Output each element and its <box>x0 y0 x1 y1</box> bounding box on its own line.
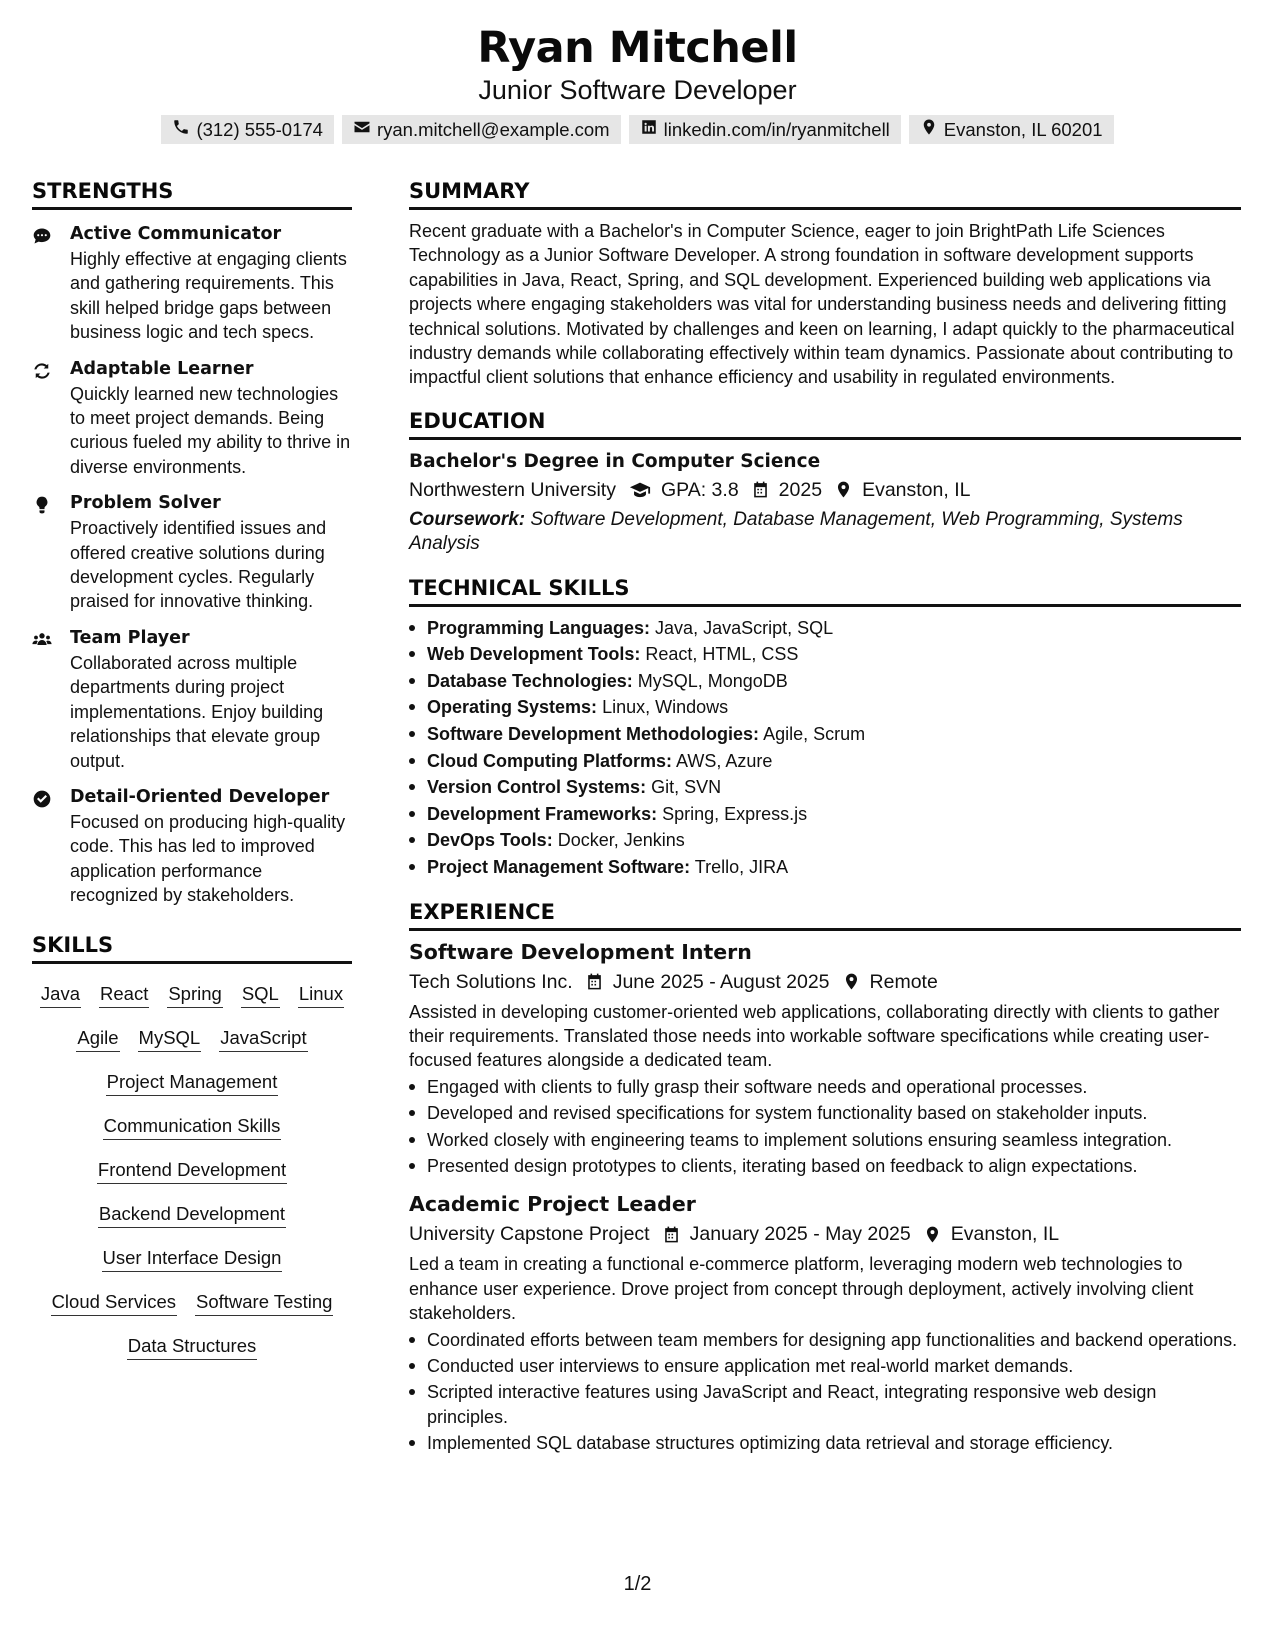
left-column <box>32 176 352 1360</box>
skill-row <box>32 1289 352 1316</box>
technical-skill-item <box>409 827 1241 854</box>
strength-desc: Highly effective at engaging clients and gathering requirements. This skill helped bridge gaps between business logic and tech specs. <box>70 249 347 343</box>
contact-linkedin <box>629 115 901 144</box>
phone-icon <box>172 118 190 141</box>
technical-skill-item <box>409 721 1241 748</box>
coursework-label: Coursework: <box>409 508 526 530</box>
technical-skill-item <box>409 641 1241 668</box>
technical-skill-value: Git, SVN <box>651 777 722 798</box>
technical-skill-label: Development Frameworks: <box>427 803 658 824</box>
skill-tag: Software Testing <box>195 1289 333 1316</box>
envelope-icon <box>353 118 371 141</box>
skill-tag: Cloud Services <box>51 1289 177 1316</box>
technical-skill-value: AWS, Azure <box>676 750 773 771</box>
technical-skill-value: Java, JavaScript, SQL <box>655 617 834 638</box>
map-marker-icon <box>920 118 938 141</box>
job-org: Tech Solutions Inc. <box>409 970 573 993</box>
technical-skill-item <box>409 694 1241 721</box>
calendar-icon <box>662 1225 681 1244</box>
contact-email <box>342 115 621 144</box>
email-text: ryan.mitchell@example.com <box>376 118 610 140</box>
sync-icon <box>32 357 70 480</box>
technical-skill-value: Spring, Express.js <box>662 803 808 824</box>
technical-skill-item <box>409 774 1241 801</box>
phone-text: (312) 555-0174 <box>196 118 323 140</box>
strength-item <box>32 626 352 773</box>
experience-item <box>409 937 1241 1179</box>
job-bullet: Coordinated efforts between team members for designing app functionalities and backend operations. <box>409 1328 1241 1352</box>
job-bullets <box>409 1328 1241 1456</box>
skill-tag: User Interface Design <box>102 1245 283 1272</box>
technical-skill-label: Programming Languages: <box>427 617 651 638</box>
technical-skill-label: Cloud Computing Platforms: <box>427 750 672 771</box>
summary-heading: SUMMARY <box>409 176 1241 210</box>
strength-name: Detail-Oriented Developer <box>70 786 330 807</box>
skills-cloud <box>32 981 352 1360</box>
job-dates: January 2025 - May 2025 <box>689 1223 911 1246</box>
skill-row <box>32 1333 352 1360</box>
strength-item <box>32 357 352 480</box>
technical-skill-item <box>409 748 1241 775</box>
summary-text: Recent graduate with a Bachelor's in Computer Science, eager to join BrightPath Life Sciences Technology as a Junior Software Developer. A strong foundation in software development supports capabilities in Java, React, Spring, and SQL development. Experienced building web applications via projects where engaging stakeholders was vital for understanding business needs and delivering fitting technical solutions. Motivated by challenges and keen on learning, I adapt quickly to the pharmaceutical industry demands while collaborating effectively within team dynamics. Passionate about contributing to impactful client solutions that enhance efficiency and usability in regulated environments. <box>409 221 1235 388</box>
candidate-title: Junior Software Developer <box>478 75 797 105</box>
education-school: Northwestern University <box>409 478 616 501</box>
education-heading: EDUCATION <box>409 406 1241 440</box>
technical-skill-label: Operating Systems: <box>427 697 598 718</box>
skill-row <box>32 1113 352 1140</box>
education-gpa: GPA: 3.8 <box>660 478 739 501</box>
job-location: Remote <box>869 970 938 993</box>
strength-item <box>32 491 352 614</box>
education-location: Evanston, IL <box>862 478 971 501</box>
linkedin-text: linkedin.com/in/ryanmitchell <box>663 118 890 140</box>
job-title: Software Development Intern <box>409 939 752 964</box>
technical-skill-label: Project Management Software: <box>427 857 691 877</box>
technical-skill-label: Database Technologies: <box>427 670 633 691</box>
right-column <box>409 176 1241 1456</box>
map-marker-icon <box>842 972 861 991</box>
technical-skill-value: MySQL, MongoDB <box>637 670 788 691</box>
skill-row <box>32 1201 352 1228</box>
skill-tag: Project Management <box>106 1069 279 1096</box>
job-meta <box>409 967 1241 997</box>
job-bullet: Scripted interactive features using JavaScript and React, integrating responsive web design principles. <box>409 1380 1241 1429</box>
map-marker-icon <box>923 1225 942 1244</box>
skill-tag: Data Structures <box>127 1333 258 1360</box>
skill-tag: JavaScript <box>219 1025 307 1052</box>
map-marker-icon <box>834 480 853 499</box>
lightbulb-icon <box>32 491 70 614</box>
job-org: University Capstone Project <box>409 1223 650 1246</box>
technical-skill-value: Trello, JIRA <box>694 857 789 877</box>
job-bullet: Implemented SQL database structures optimizing data retrieval and storage efficiency. <box>409 1431 1241 1455</box>
technical-skill-value: Docker, Jenkins <box>557 830 685 851</box>
skill-tag: Communication Skills <box>103 1113 282 1140</box>
users-icon <box>32 626 70 773</box>
contact-location <box>909 115 1114 144</box>
job-bullet: Developed and revised specifications for system functionality based on stakeholder inputs. <box>409 1101 1241 1125</box>
skill-tag: MySQL <box>138 1025 202 1052</box>
education-degree: Bachelor's Degree in Computer Science <box>409 450 821 472</box>
job-meta <box>409 1219 1241 1249</box>
skill-row <box>32 1245 352 1272</box>
job-bullets <box>409 1075 1241 1179</box>
skill-tag: Java <box>40 981 81 1008</box>
strength-desc: Proactively identified issues and offered creative solutions during development cycles. Regularly praised for innovative thinking. <box>70 518 327 612</box>
technical-skill-item <box>409 615 1241 642</box>
skill-tag: Linux <box>298 981 344 1008</box>
contact-bar <box>0 115 1275 144</box>
skill-tag: Spring <box>167 981 222 1008</box>
strength-desc: Collaborated across multiple departments during project implementations. Enjoy building relationships that elevate group output. <box>70 652 324 771</box>
skill-tag: Backend Development <box>98 1201 286 1228</box>
skill-row <box>32 1025 352 1052</box>
technical-skill-label: Software Development Methodologies: <box>427 724 760 745</box>
skill-tag: Agile <box>76 1025 119 1052</box>
technical-skill-label: Web Development Tools: <box>427 644 641 665</box>
comment-dots-icon <box>32 222 70 345</box>
strength-desc: Focused on producing high-quality code. This has led to improved application performance recognized by stakeholders. <box>70 811 346 906</box>
technical-skill-label: DevOps Tools: <box>427 830 553 851</box>
technical-skill-item <box>409 854 1241 881</box>
strength-item <box>32 222 352 345</box>
strengths-heading: STRENGTHS <box>32 176 352 210</box>
technical-skills-list <box>409 615 1241 881</box>
education-coursework <box>409 508 1241 557</box>
strength-desc: Quickly learned new technologies to meet project demands. Being curious fueled my ability to thrive in diverse environments. <box>70 383 351 477</box>
strength-name: Adaptable Learner <box>70 358 254 379</box>
job-bullet: Conducted user interviews to ensure application met real-world market demands. <box>409 1354 1241 1378</box>
skill-tag: Frontend Development <box>97 1157 287 1184</box>
location-text: Evanston, IL 60201 <box>943 118 1103 140</box>
resume-header <box>0 22 1275 144</box>
candidate-name: Ryan Mitchell <box>477 23 798 73</box>
page-number: 1/2 <box>623 1573 652 1595</box>
job-title: Academic Project Leader <box>409 1192 696 1217</box>
contact-phone <box>161 115 334 144</box>
job-location: Evanston, IL <box>950 1223 1060 1246</box>
job-bullet: Worked closely with engineering teams to implement solutions ensuring seamless integration. <box>409 1128 1241 1152</box>
technical-skills-heading: TECHNICAL SKILLS <box>409 573 1241 607</box>
strength-item <box>32 785 352 908</box>
strength-name: Problem Solver <box>70 493 221 514</box>
technical-skill-value: Linux, Windows <box>602 697 729 718</box>
skills-heading: SKILLS <box>32 930 352 964</box>
technical-skill-label: Version Control Systems: <box>427 777 647 798</box>
job-description: Led a team in creating a functional e-commerce platform, leveraging modern web technologies to enhance user experience. Drove project from concept through deployment, actively involving client stakeholders. <box>409 1254 1194 1324</box>
education-year: 2025 <box>778 478 823 501</box>
job-bullet: Presented design prototypes to clients, iterating based on feedback to align expectations. <box>409 1154 1241 1178</box>
job-description: Assisted in developing customer-oriented web applications, collaborating directly with clients to gather their requirements. Translated those needs into workable software specifications while creating user-focused features alongside a dedicated team. <box>409 1001 1220 1071</box>
coursework-list: Software Development, Database Management, Web Programming, Systems Analysis <box>409 508 1183 555</box>
experience-item <box>409 1189 1241 1455</box>
job-dates: June 2025 - August 2025 <box>612 970 830 993</box>
technical-skill-item <box>409 668 1241 695</box>
strength-name: Team Player <box>70 627 190 648</box>
strength-name: Active Communicator <box>70 224 282 244</box>
skill-tag: SQL <box>241 981 280 1008</box>
experience-heading: EXPERIENCE <box>409 897 1241 931</box>
technical-skill-value: Agile, Scrum <box>763 724 866 745</box>
skill-row <box>32 1069 352 1096</box>
skill-row <box>32 1157 352 1184</box>
experience-list <box>409 937 1241 1456</box>
graduation-cap-icon <box>628 479 652 501</box>
technical-skill-item <box>409 801 1241 828</box>
linkedin-icon <box>640 118 658 141</box>
education-meta <box>409 475 1241 505</box>
job-bullet: Engaged with clients to fully grasp their software needs and operational processes. <box>409 1075 1241 1099</box>
skill-row <box>32 981 352 1008</box>
calendar-icon <box>585 972 604 991</box>
check-circle-icon <box>32 785 70 908</box>
technical-skill-value: React, HTML, CSS <box>645 644 799 665</box>
calendar-icon <box>751 480 770 499</box>
skill-tag: React <box>99 981 149 1008</box>
